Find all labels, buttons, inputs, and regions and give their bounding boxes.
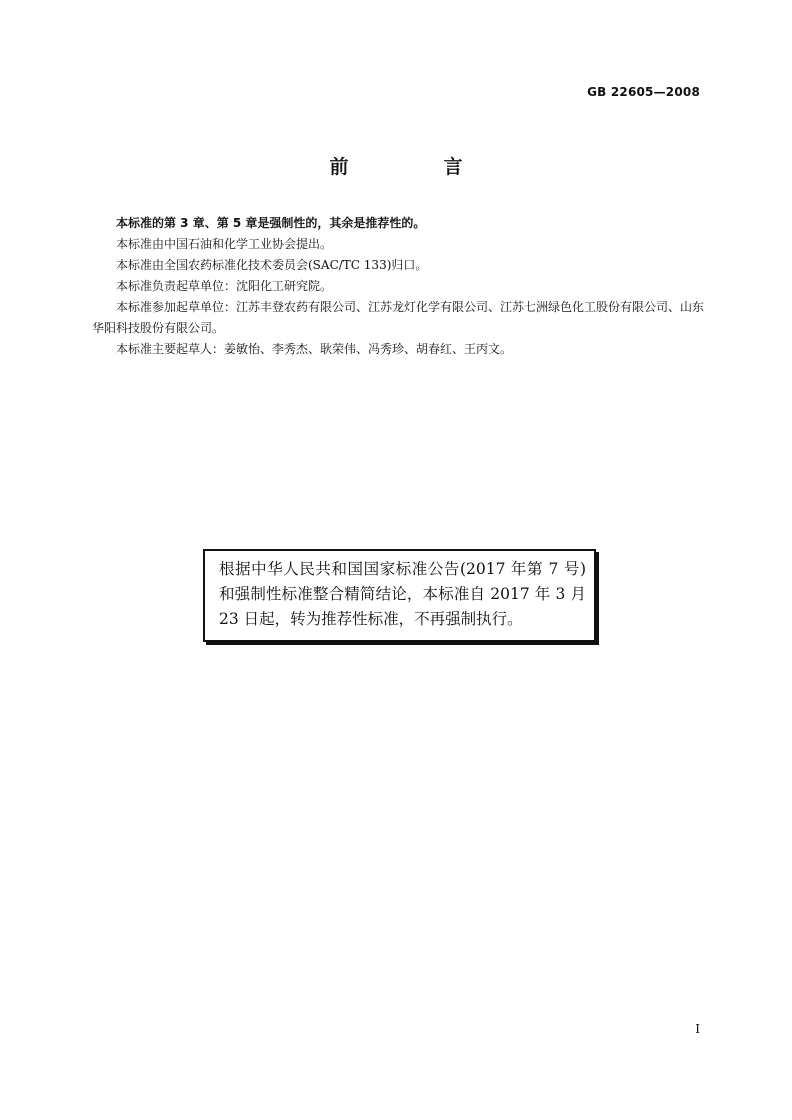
foreword-body: [92, 213, 704, 360]
standard-code: GB 22605—2008: [587, 85, 700, 99]
paragraph-proposer: 本标准由中国石油和化学工业协会提出。: [116, 237, 333, 251]
paragraph-mandatory-clause: 本标准的第 3 章、第 5 章是强制性的，其余是推荐性的。: [116, 216, 426, 230]
paragraph-participating-drafters: 本标准参加起草单位：江苏丰登农药有限公司、江苏龙灯化学有限公司、江苏七洲绿色化工股份有限公司、山东华阳科技股份有限公司。: [92, 300, 705, 335]
page-title: 前 言: [329, 156, 501, 178]
paragraph-technical-committee: 本标准由全国农药标准化技术委员会(SAC/TC 133)归口。: [116, 258, 428, 272]
paragraph-lead-drafter: 本标准负责起草单位：沈阳化工研究院。: [116, 279, 333, 293]
notice-box: 根据中华人民共和国国家标准公告(2017 年第 7 号)和强制性标准整合精简结论，本标准自 2017 年 3 月 23 日起，转为推荐性标准，不再强制执行。: [203, 549, 596, 642]
paragraph-main-drafters: 本标准主要起草人：姜敏怡、李秀杰、耿荣伟、冯秀珍、胡春红、王丙文。: [116, 342, 513, 356]
page-number: I: [695, 1022, 700, 1036]
